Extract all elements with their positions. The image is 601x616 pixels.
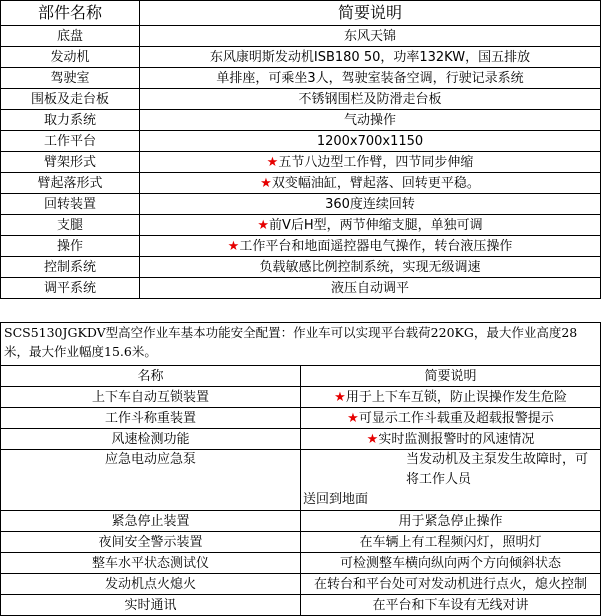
table-row <box>1 215 601 236</box>
cell-desc: 在车辆上有工程频闪灯，照明灯 <box>301 532 601 553</box>
cell-desc: 当发动机及主泵发生故障时，可将工作人员 送回到地面 <box>301 450 601 511</box>
cell-name: 发动机点火熄火 <box>1 574 301 595</box>
cell-name: 控制系统 <box>1 257 140 278</box>
table-row <box>1 26 601 47</box>
cell-name: 取力系统 <box>1 110 140 131</box>
star-icon: ★ <box>227 238 240 254</box>
cell-desc: 气动操作 <box>140 110 601 131</box>
cell-name: 风速检测功能 <box>1 429 301 450</box>
table-row <box>1 257 601 278</box>
cell-desc: 360度连续回转 <box>140 194 601 215</box>
table-row <box>1 110 601 131</box>
cell-desc: ★前V后H型，两节伸缩支腿，单独可调 <box>140 215 601 236</box>
star-icon: ★ <box>257 217 269 233</box>
star-icon: ★ <box>334 389 346 405</box>
cell-name: 实时通讯 <box>1 595 301 616</box>
cell-name: 支腿 <box>1 215 140 236</box>
table-row <box>1 68 601 89</box>
table-row <box>1 511 601 532</box>
header-desc: 简要说明 <box>140 1 601 26</box>
intro-row <box>1 323 601 366</box>
intro-text: SCS5130JGKDV型高空作业车基本功能安全配置：作业车可以实现平台载荷220KG，最大作业高度28米，最大作业幅度15.6米。 <box>1 323 601 366</box>
table-row <box>1 194 601 215</box>
cell-desc: 单排座，可乘坐3人，驾驶室装备空调，行驶记录系统 <box>140 68 601 89</box>
table-row <box>1 532 601 553</box>
star-icon: ★ <box>260 175 272 191</box>
cell-name: 回转装置 <box>1 194 140 215</box>
cell-desc: 在平台和下车设有无线对讲 <box>301 595 601 616</box>
cell-name: 应急电动应急泵 <box>1 450 301 511</box>
cell-desc: 东风天锦 <box>140 26 601 47</box>
table-row <box>1 450 601 511</box>
cell-name: 夜间安全警示装置 <box>1 532 301 553</box>
table-row <box>1 387 601 408</box>
cell-desc: 1200x700x1150 <box>140 131 601 152</box>
header-name: 部件名称 <box>1 1 140 26</box>
cell-desc: ★可显示工作斗载重及超载报警提示 <box>301 408 601 429</box>
safety-table <box>0 322 601 616</box>
cell-desc: ★五节八边型工作臂，四节同步伸缩 <box>140 152 601 173</box>
cell-name: 发动机 <box>1 47 140 68</box>
cell-name: 臂架形式 <box>1 152 140 173</box>
table-row <box>1 595 601 616</box>
table-header-row <box>1 1 601 26</box>
table-row <box>1 152 601 173</box>
table-row <box>1 574 601 595</box>
cell-desc: ★用于上下车互锁，防止误操作发生危险 <box>301 387 601 408</box>
cell-name: 工作斗称重装置 <box>1 408 301 429</box>
cell-desc: 东风康明斯发动机ISB180 50，功率132KW，国五排放 <box>140 47 601 68</box>
table-row <box>1 89 601 110</box>
star-icon: ★ <box>266 154 279 170</box>
header-name: 名称 <box>1 366 301 387</box>
cell-desc: 液压自动调平 <box>140 278 601 299</box>
table-row <box>1 236 601 257</box>
cell-name: 工作平台 <box>1 131 140 152</box>
cell-name: 紧急停止装置 <box>1 511 301 532</box>
cell-desc: ★工作平台和地面遥控器电气操作，转台液压操作 <box>140 236 601 257</box>
cell-name: 调平系统 <box>1 278 140 299</box>
table-header-row <box>1 366 601 387</box>
table-row <box>1 429 601 450</box>
table-row <box>1 173 601 194</box>
cell-desc: 可检测整车横向纵向两个方向倾斜状态 <box>301 553 601 574</box>
star-icon: ★ <box>347 410 359 426</box>
table-row <box>1 131 601 152</box>
cell-desc: 不锈钢围栏及防滑走台板 <box>140 89 601 110</box>
cell-name: 操作 <box>1 236 140 257</box>
cell-desc: 在转台和平台处可对发动机进行点火，熄火控制 <box>301 574 601 595</box>
cell-name: 围板及走台板 <box>1 89 140 110</box>
cell-desc: 用于紧急停止操作 <box>301 511 601 532</box>
cell-name: 底盘 <box>1 26 140 47</box>
table-row <box>1 408 601 429</box>
cell-name: 驾驶室 <box>1 68 140 89</box>
cell-desc: 负载敏感比例控制系统，实现无级调速 <box>140 257 601 278</box>
cell-name: 臂起落形式 <box>1 173 140 194</box>
table-row <box>1 278 601 299</box>
cell-desc: ★实时监测报警时的风速情况 <box>301 429 601 450</box>
cell-desc: ★双变幅油缸，臂起落、回转更平稳。 <box>140 173 601 194</box>
spec-table <box>0 0 601 299</box>
star-icon: ★ <box>366 431 379 447</box>
table-row <box>1 47 601 68</box>
table-row <box>1 553 601 574</box>
cell-name: 上下车自动互锁装置 <box>1 387 301 408</box>
cell-name: 整车水平状态测试仪 <box>1 553 301 574</box>
header-desc: 简要说明 <box>301 366 601 387</box>
